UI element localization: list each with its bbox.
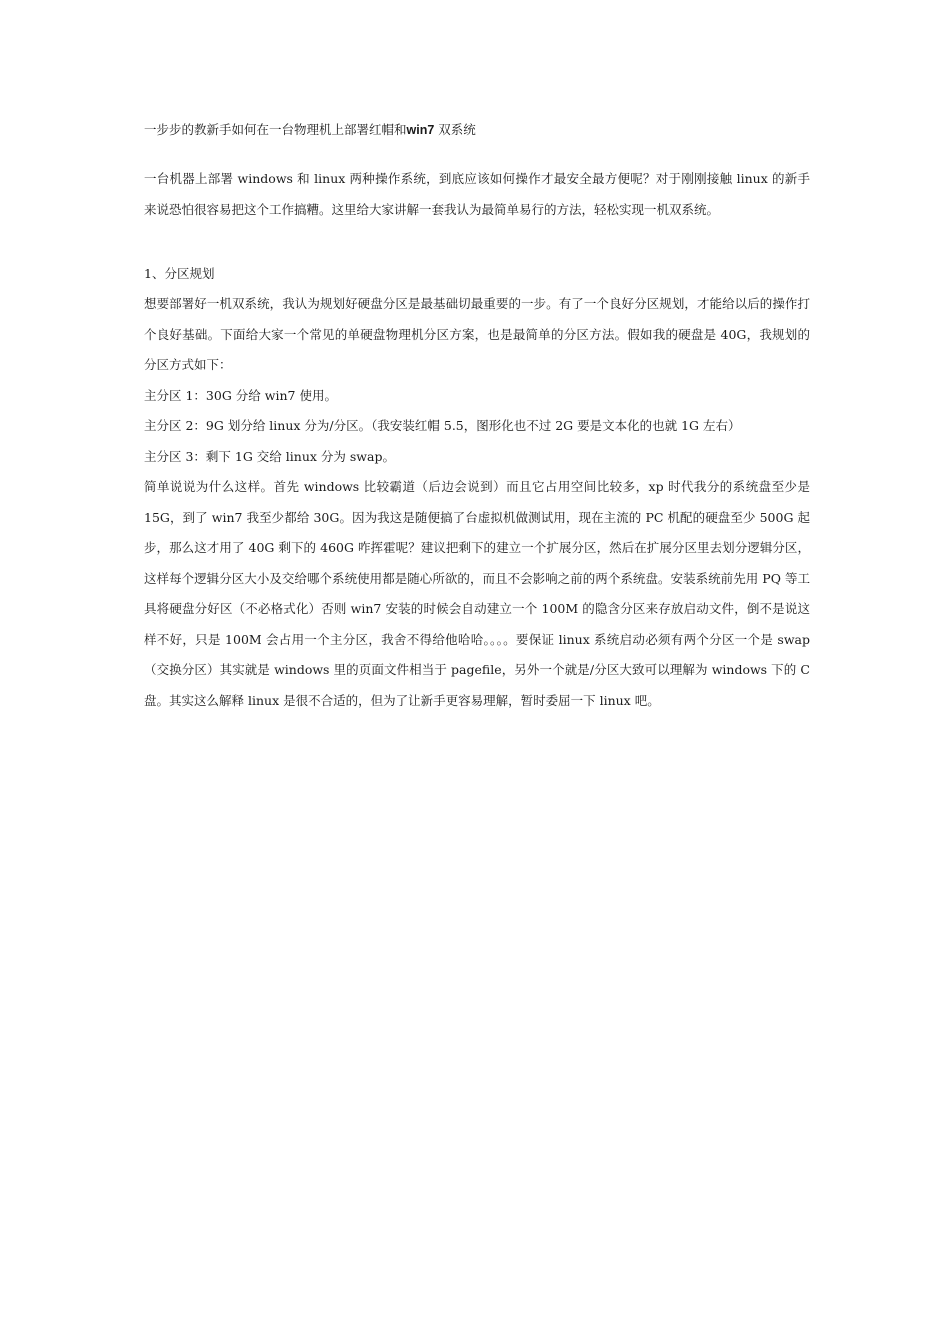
section-heading: 1、分区规划 (144, 266, 215, 281)
document-title (144, 120, 810, 140)
paragraph-partition-plan: 想要部署好一机双系统，我认为规划好硬盘分区是最基础切最重要的一步。有了一个良好分区规划，才能给以后的操作打个良好基础。下面给大家一个常见的单硬盘物理机分区方案，也是最简单的分区方法。假如我的硬盘是 40G，我规划的分区方式如下： (144, 296, 810, 372)
document-body (144, 120, 810, 716)
title-text: 一步步的教新手如何在一台物理机上部署红帽和 (144, 122, 407, 137)
title-bold-text: win7 (406, 123, 435, 137)
title-suffix-text: 双系统 (434, 122, 476, 137)
intro-paragraph: 一台机器上部署 windows 和 linux 两种操作系统，到底应该如何操作才最安全最方便呢？对于刚刚接触 linux 的新手来说恐怕很容易把这个工作搞糟。这里给大家讲解一套我认为最简单易行的方法，轻松实现一机双系统。 (144, 171, 810, 217)
paragraph-primary-partition-1: 主分区 1：30G 分给 win7 使用。 (144, 387, 337, 403)
paragraph-explanation: 简单说说为什么这样。首先 windows 比较霸道（后边会说到）而且它占用空间比较多，xp 时代我分的系统盘至少是 15G，到了 win7 我至少都给 30G。因为我这是随便搞了台虚拟机做测试用，现在主流的 PC 机配的硬盘至少 500G 起步，那么这才用了 40G 剩下的 460G 咋挥霍呢？建议把剩下的建立一个扩展分区，然后在扩展分区里去划分逻辑分区，这样每个逻辑分区大小及交给哪个系统使用都是随心所欲的，而且不会影响之前的两个系统盘。安装系统前先用 PQ 等工具将硬盘分好区（不必格式化）否则 win7 安装的时候会自动建立一个 100M 的隐含分区来存放启动文件，倒不是说这样不好，只是 100M 会占用一个主分区，我舍不得给他哈哈。。。。要保证 linux 系统启动必须有两个分区一个是 swap（交换分区）其实就是 windows 里的页面文件相当于 pagefile，另外一个就是/分区大致可以理解为 windows 下的 C 盘。其实这么解释 linux 是很不合适的，但为了让新手更容易理解，暂时委屈一下 linux 吧。 (144, 479, 810, 708)
paragraph-primary-partition-3: 主分区 3：剩下 1G 交给 linux 分为 swap。 (144, 448, 395, 464)
paragraph-primary-partition-2: 主分区 2：9G 划分给 linux 分为/分区。（我安装红帽 5.5，图形化也不过 2G 要是文本化的也就 1G 左右） (144, 418, 741, 433)
